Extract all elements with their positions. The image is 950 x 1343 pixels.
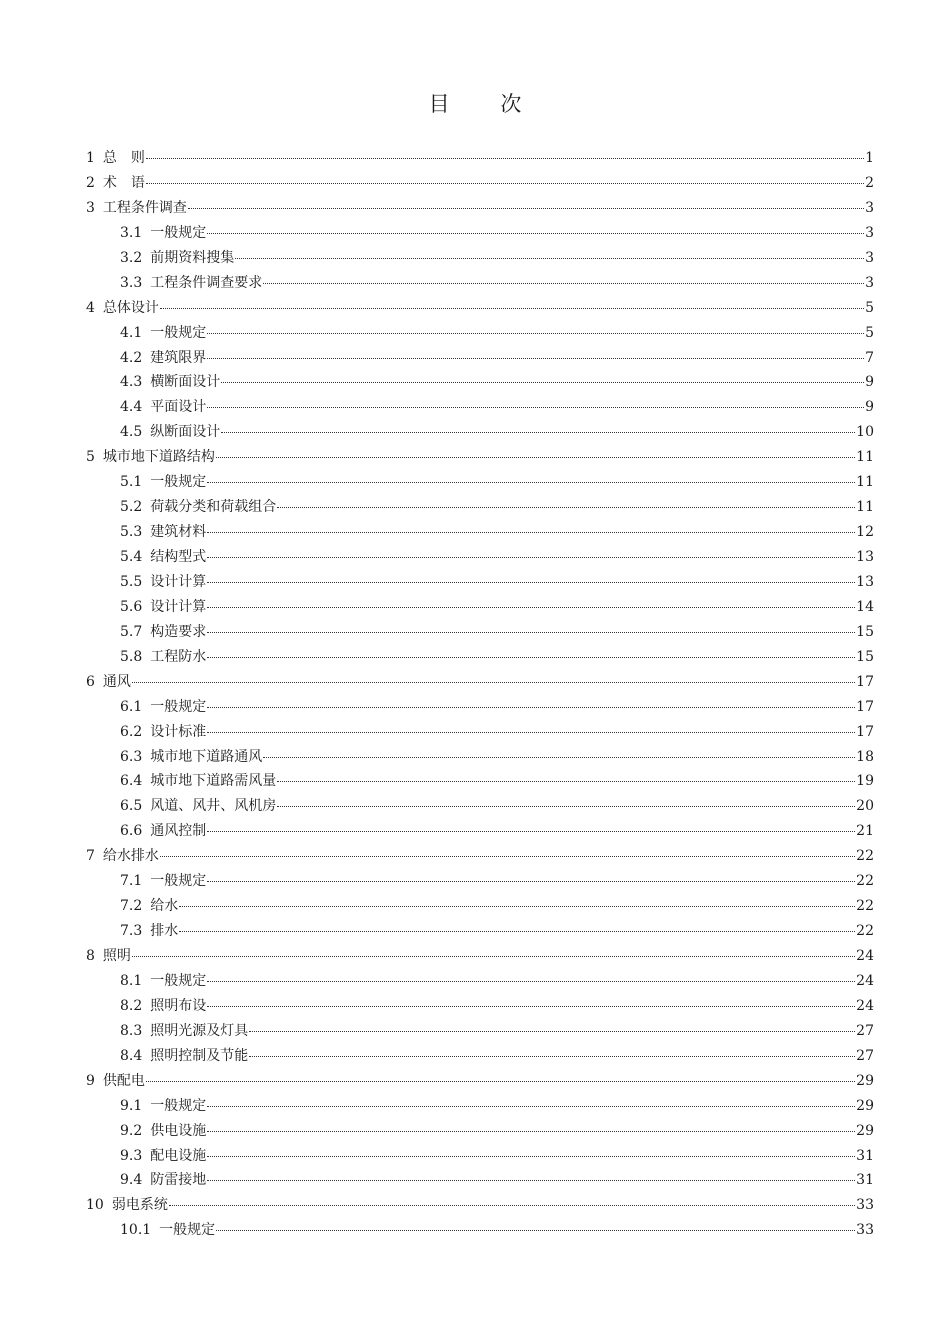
dot-leader — [249, 1056, 855, 1057]
toc-entry-number: 9.2 — [120, 1122, 143, 1139]
toc-entry-page-number: 3 — [865, 249, 874, 266]
dot-leader — [132, 956, 855, 957]
toc-entry-page-number: 3 — [865, 199, 874, 216]
toc-entry-page-number: 5 — [865, 324, 874, 341]
toc-entry-page-number: 13 — [856, 549, 874, 565]
toc-entry-title: 建筑限界 — [150, 349, 207, 366]
toc-entry-title: 给水 — [150, 898, 179, 915]
dot-leader — [169, 1205, 855, 1206]
toc-entry-page-number: 17 — [856, 723, 874, 740]
toc-entry-page-number: 24 — [856, 948, 874, 964]
toc-entry-title: 一般规定 — [150, 698, 207, 715]
dot-leader — [160, 856, 855, 857]
toc-entry-title: 照明 — [102, 948, 131, 964]
dot-leader — [221, 382, 864, 383]
dot-leader — [216, 457, 855, 458]
toc-entry-title: 工程条件调查 — [102, 199, 187, 216]
toc-entry-page-number: 22 — [856, 873, 874, 890]
toc-entry-number: 8.1 — [120, 972, 143, 989]
toc-entry-title: 照明布设 — [150, 997, 207, 1014]
toc-entry-page-number: 24 — [856, 972, 874, 989]
toc-entry[interactable] — [86, 1020, 874, 1045]
dot-leader — [277, 507, 855, 508]
toc-entry[interactable] — [86, 571, 874, 596]
toc-entry-title: 照明光源及灯具 — [150, 1022, 249, 1039]
toc-entry-number: 6.2 — [120, 723, 143, 740]
dot-leader — [207, 981, 855, 982]
toc-entry-title: 排水 — [150, 923, 179, 940]
toc-entry[interactable] — [86, 746, 874, 771]
toc-entry[interactable] — [86, 671, 874, 696]
toc-entry-title: 防雷接地 — [150, 1172, 207, 1189]
toc-entry[interactable] — [86, 1045, 874, 1070]
toc-entry[interactable] — [86, 820, 874, 845]
toc-entry-number: 4.2 — [120, 349, 143, 366]
toc-entry-title: 弱电系统 — [111, 1197, 168, 1214]
toc-entry-title: 前期资料搜集 — [150, 249, 235, 266]
toc-entry-page-number: 31 — [856, 1172, 874, 1189]
toc-entry-number: 6.1 — [120, 698, 143, 715]
toc-entry[interactable] — [86, 696, 874, 721]
toc-entry-title: 构造要求 — [150, 623, 207, 640]
toc-entry-page-number: 11 — [856, 474, 874, 491]
toc-entry-page-number: 3 — [865, 274, 874, 291]
toc-entry[interactable] — [86, 396, 874, 421]
dot-leader — [207, 582, 855, 583]
toc-entry[interactable] — [86, 945, 874, 970]
toc-entry[interactable] — [86, 521, 874, 546]
dot-leader — [146, 158, 864, 159]
dot-leader — [207, 482, 855, 483]
toc-entry-number: 3.2 — [120, 249, 143, 266]
toc-entry[interactable] — [86, 845, 874, 870]
toc-entry-page-number: 29 — [856, 1122, 874, 1139]
toc-entry[interactable] — [86, 446, 874, 471]
toc-entry-title: 城市地下道路结构 — [102, 449, 215, 466]
toc-entry-number: 3.1 — [120, 224, 143, 241]
toc-entry[interactable] — [86, 147, 874, 172]
dot-leader — [146, 1081, 855, 1082]
toc-entry[interactable] — [86, 197, 874, 222]
toc-entry-page-number: 17 — [856, 698, 874, 715]
toc-entry-page-number: 9 — [865, 374, 874, 391]
toc-entry-title: 设计计算 — [150, 598, 207, 615]
toc-entry-title: 供电设施 — [150, 1122, 207, 1139]
toc-entry[interactable] — [86, 496, 874, 521]
toc-entry[interactable] — [86, 371, 874, 396]
dot-leader — [207, 632, 855, 633]
toc-entry-title: 一般规定 — [159, 1222, 216, 1239]
toc-entry-title: 供配电 — [102, 1072, 145, 1089]
toc-entry-title: 总体设计 — [102, 299, 159, 316]
toc-entry-title: 平面设计 — [150, 399, 207, 416]
toc-entry[interactable] — [86, 770, 874, 795]
toc-entry-page-number: 22 — [856, 923, 874, 940]
toc-entry-page-number: 13 — [856, 573, 874, 590]
toc-entry-title: 一般规定 — [150, 474, 207, 491]
dot-leader — [179, 931, 855, 932]
toc-entry-title: 荷载分类和荷载组合 — [150, 499, 277, 516]
toc-entry[interactable] — [86, 1120, 874, 1145]
toc-entry-number: 5.4 — [120, 549, 143, 565]
dot-leader — [179, 906, 855, 907]
toc-entry[interactable] — [86, 1169, 874, 1194]
toc-entry-title: 结构型式 — [150, 549, 207, 565]
dot-leader — [207, 532, 855, 533]
toc-entry-page-number: 9 — [865, 399, 874, 416]
toc-entry-title: 照明控制及节能 — [150, 1047, 249, 1064]
dot-leader — [207, 358, 864, 359]
dot-leader — [207, 707, 855, 708]
toc-entry-page-number: 33 — [856, 1222, 874, 1239]
toc-entry-number: 9.3 — [120, 1147, 143, 1164]
dot-leader — [160, 308, 864, 309]
toc-entry[interactable] — [86, 421, 874, 446]
toc-entry-number: 6.3 — [120, 748, 143, 765]
toc-entry[interactable] — [86, 247, 874, 272]
toc-entry[interactable] — [86, 995, 874, 1020]
toc-entry[interactable] — [86, 1145, 874, 1170]
toc-entry-number: 5.7 — [120, 623, 143, 640]
toc-entry-page-number: 33 — [856, 1197, 874, 1214]
toc-entry-title: 配电设施 — [150, 1147, 207, 1164]
toc-entry-page-number: 2 — [865, 174, 874, 191]
toc-entry-number: 9 — [86, 1072, 95, 1089]
toc-entry-title: 一般规定 — [150, 1097, 207, 1114]
toc-entry-title: 城市地下道路需风量 — [150, 773, 277, 790]
toc-entry-page-number: 18 — [856, 748, 874, 765]
toc-entry-title: 通风 — [102, 673, 131, 690]
toc-entry[interactable] — [86, 646, 874, 671]
toc-entry-page-number: 19 — [856, 773, 874, 790]
toc-entry-page-number: 7 — [865, 349, 874, 366]
toc-entry-number: 4 — [86, 299, 95, 316]
toc-entry-number: 5.2 — [120, 499, 143, 516]
toc-entry[interactable] — [86, 895, 874, 920]
toc-entry-number: 6 — [86, 673, 95, 690]
dot-leader — [207, 1180, 855, 1181]
toc-entry[interactable] — [86, 970, 874, 995]
toc-entry-number: 8 — [86, 948, 95, 964]
toc-entry-number: 10 — [86, 1197, 104, 1214]
toc-entry-number: 5.1 — [120, 474, 143, 491]
toc-entry-title: 一般规定 — [150, 324, 207, 341]
dot-leader — [207, 333, 864, 334]
toc-entry-number: 7 — [86, 848, 95, 865]
toc-entry-page-number: 29 — [856, 1072, 874, 1089]
toc-entry-page-number: 5 — [865, 299, 874, 316]
toc-entry[interactable] — [86, 920, 874, 945]
toc-entry-number: 6.4 — [120, 773, 143, 790]
dot-leader — [207, 657, 855, 658]
dot-leader — [221, 432, 855, 433]
toc-entry[interactable] — [86, 596, 874, 621]
toc-entry-number: 6.5 — [120, 798, 143, 815]
dot-leader — [188, 208, 864, 209]
toc-entry-title: 给水排水 — [102, 848, 159, 865]
toc-entry-number: 5.8 — [120, 648, 143, 665]
toc-entry-page-number: 1 — [865, 150, 874, 166]
toc-entry-title: 设计标准 — [150, 723, 207, 740]
toc-entry-page-number: 22 — [856, 898, 874, 915]
toc-entry-number: 1 — [86, 150, 95, 166]
dot-leader — [235, 258, 864, 259]
toc-entry-page-number: 24 — [856, 997, 874, 1014]
toc-entry-number: 5.6 — [120, 598, 143, 615]
toc-entry-number: 5.5 — [120, 573, 143, 590]
toc-entry-title: 工程条件调查要求 — [150, 274, 263, 291]
toc-entry-page-number: 11 — [856, 449, 874, 466]
dot-leader — [207, 607, 855, 608]
dot-leader — [216, 1230, 855, 1231]
toc-entry-page-number: 17 — [856, 673, 874, 690]
toc-entry-number: 4.3 — [120, 374, 143, 391]
toc-entry-number: 8.3 — [120, 1022, 143, 1039]
toc-entry-number: 9.4 — [120, 1172, 143, 1189]
toc-entry[interactable] — [86, 222, 874, 247]
dot-leader — [277, 781, 855, 782]
toc-entry[interactable] — [86, 322, 874, 347]
toc-entry-page-number: 15 — [856, 623, 874, 640]
toc-entry-title: 通风控制 — [150, 823, 207, 840]
toc-entry-title: 城市地下道路通风 — [150, 748, 263, 765]
toc-entry[interactable] — [86, 795, 874, 820]
toc-entry-title: 设计计算 — [150, 573, 207, 590]
toc-entry[interactable] — [86, 1095, 874, 1120]
toc-entry-number: 5 — [86, 449, 95, 466]
toc-entry[interactable] — [86, 621, 874, 646]
dot-leader — [263, 757, 855, 758]
toc-entry-page-number: 11 — [856, 499, 874, 516]
toc-entry-page-number: 15 — [856, 648, 874, 665]
toc-entry-page-number: 22 — [856, 848, 874, 865]
toc-entry-number: 8.2 — [120, 997, 143, 1014]
toc-entry[interactable] — [86, 272, 874, 297]
toc-entry[interactable] — [86, 1219, 874, 1244]
dot-leader — [146, 183, 864, 184]
toc-entry-title: 术 语 — [102, 174, 145, 191]
toc-entry-page-number: 14 — [856, 598, 874, 615]
toc-entry[interactable] — [86, 546, 874, 571]
dot-leader — [207, 1156, 855, 1157]
toc-entry[interactable] — [86, 1070, 874, 1095]
toc-entry[interactable] — [86, 721, 874, 746]
toc-entry-page-number: 20 — [856, 798, 874, 815]
dot-leader — [277, 806, 855, 807]
toc-entry[interactable] — [86, 1194, 874, 1219]
toc-entry[interactable] — [86, 347, 874, 372]
toc-entry-number: 7.3 — [120, 923, 143, 940]
dot-leader — [132, 682, 855, 683]
toc-entry-title: 建筑材料 — [150, 524, 207, 541]
toc-entry-number: 3.3 — [120, 274, 143, 291]
toc-entry-page-number: 29 — [856, 1097, 874, 1114]
toc-entry[interactable] — [86, 172, 874, 197]
toc-entry-title: 总 则 — [102, 150, 145, 166]
toc-entry-number: 4.4 — [120, 399, 143, 416]
toc-entry-number: 9.1 — [120, 1097, 143, 1114]
dot-leader — [207, 1106, 855, 1107]
toc-entry[interactable] — [86, 870, 874, 895]
dot-leader — [207, 407, 864, 408]
dot-leader — [207, 557, 855, 558]
toc-entry-page-number: 21 — [856, 823, 874, 840]
toc-entry-title: 一般规定 — [150, 972, 207, 989]
toc-entry-title: 横断面设计 — [150, 374, 221, 391]
toc-entry-number: 4.5 — [120, 424, 143, 441]
toc-entry-page-number: 10 — [856, 424, 874, 441]
toc-entry-number: 4.1 — [120, 324, 143, 341]
toc-entry-page-number: 27 — [856, 1047, 874, 1064]
toc-entry-number: 5.3 — [120, 524, 143, 541]
toc-entry-number: 8.4 — [120, 1047, 143, 1064]
toc-entry-number: 6.6 — [120, 823, 143, 840]
toc-entry-page-number: 12 — [856, 524, 874, 541]
dot-leader — [207, 831, 855, 832]
toc-entry-title: 纵断面设计 — [150, 424, 221, 441]
dot-leader — [263, 283, 864, 284]
dot-leader — [207, 732, 855, 733]
dot-leader — [249, 1031, 855, 1032]
toc-entry-page-number: 3 — [865, 224, 874, 241]
page-title: 目 次 — [428, 92, 544, 116]
dot-leader — [207, 233, 864, 234]
dot-leader — [207, 1006, 855, 1007]
toc-entry-title: 一般规定 — [150, 224, 207, 241]
toc-entry-number: 10.1 — [120, 1222, 152, 1239]
table-of-contents — [86, 147, 874, 1244]
toc-entry-number: 3 — [86, 199, 95, 216]
toc-entry-number: 7.1 — [120, 873, 143, 890]
toc-entry-page-number: 31 — [856, 1147, 874, 1164]
toc-entry-title: 工程防水 — [150, 648, 207, 665]
toc-entry[interactable] — [86, 471, 874, 496]
dot-leader — [207, 881, 855, 882]
toc-entry-number: 7.2 — [120, 898, 143, 915]
toc-entry-title: 风道、风井、风机房 — [150, 798, 277, 815]
dot-leader — [207, 1131, 855, 1132]
toc-entry-title: 一般规定 — [150, 873, 207, 890]
toc-entry-number: 2 — [86, 174, 95, 191]
toc-entry-page-number: 27 — [856, 1022, 874, 1039]
toc-entry[interactable] — [86, 297, 874, 322]
